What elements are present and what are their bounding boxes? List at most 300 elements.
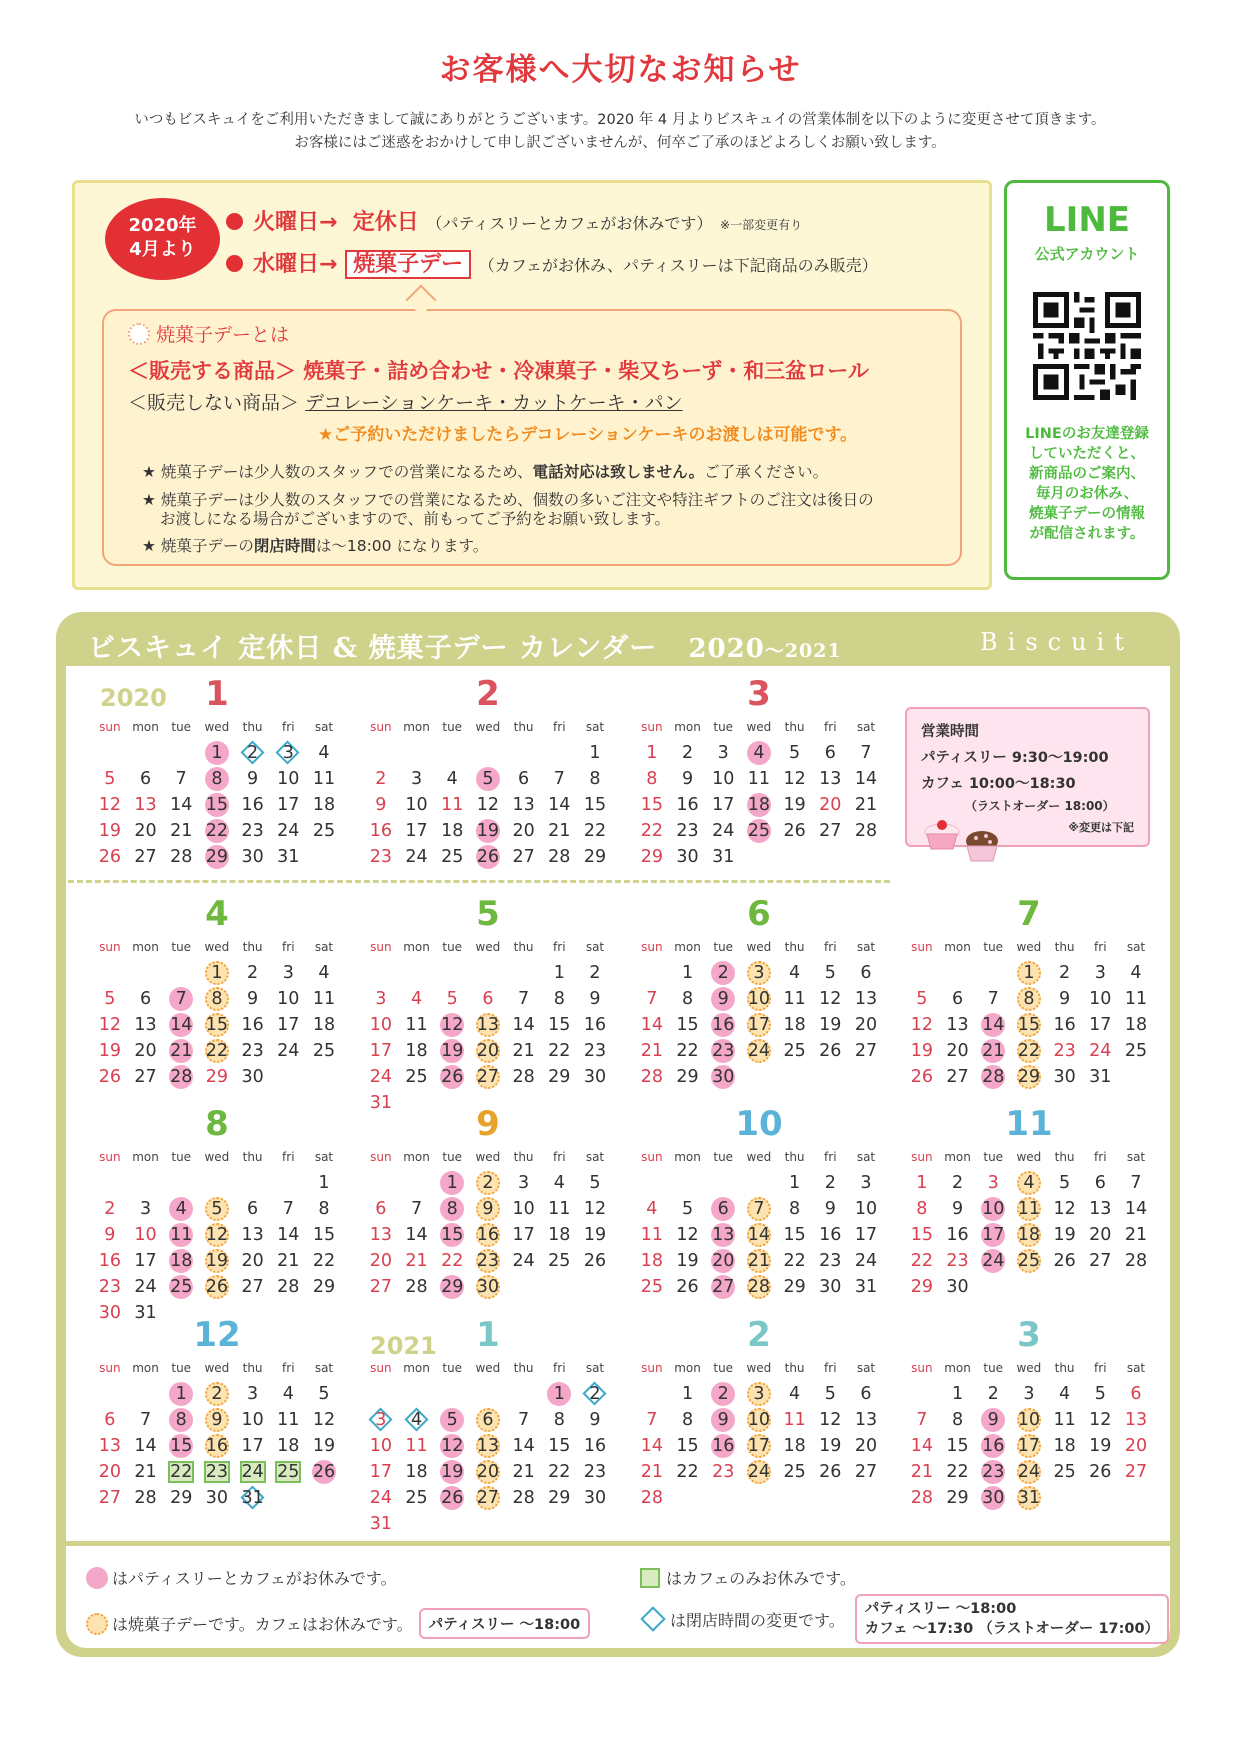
day-cell: 7 — [410, 1199, 423, 1219]
day-cell: 16 — [98, 1251, 121, 1271]
day-cell: 4 — [1059, 1384, 1071, 1404]
weekday-header — [904, 1150, 1154, 1164]
day-cell: 7 — [860, 743, 872, 763]
day-cell: 6 — [139, 989, 152, 1009]
hours-lastorder: （ラストオーダー 18:00） — [965, 799, 1115, 813]
day-cell: 15 — [946, 1436, 969, 1456]
day-cell: 4 — [741, 740, 777, 766]
yellow-circle-icon — [86, 1613, 108, 1635]
day-cell: 29 — [583, 847, 607, 867]
day-cell: 3 — [1023, 1384, 1035, 1404]
empty-cell — [363, 1381, 399, 1407]
day-cell: 9 — [104, 1225, 116, 1245]
line-text-5: 焼菓子デーの情報 — [1029, 506, 1145, 522]
day-cell: 4 — [1011, 1170, 1047, 1196]
day-cell: 31 — [134, 1303, 157, 1323]
day-cell: 17 — [277, 795, 300, 815]
day-cell: 27 — [134, 847, 157, 867]
month-number: 10 — [735, 1104, 783, 1144]
weekday-label: tue — [171, 940, 192, 954]
month-number: 1 — [205, 674, 229, 714]
legend-diamond-pill-2: カフェ 〜17:30 （ラストオーダー 17:00） — [864, 1621, 1160, 1637]
month-number: 12 — [193, 1315, 241, 1355]
cupcake-chocolate-icon — [962, 828, 1002, 862]
day-cell: 8 — [553, 989, 565, 1009]
day-cell: 30 — [819, 1277, 842, 1297]
weekday-label: tue — [442, 1361, 463, 1375]
weekday-label: tue — [713, 1150, 734, 1164]
day-cell: 10 — [369, 1436, 392, 1456]
day-cell: 28 — [170, 847, 193, 867]
day-cell: 27 — [819, 821, 842, 841]
day-cell: 28 — [548, 847, 571, 867]
yaki-title — [128, 320, 289, 347]
day-cell: 24 — [405, 847, 428, 867]
day-cell: 8 — [789, 1199, 801, 1219]
day-cell: 17 — [369, 1041, 392, 1061]
day-cell: 28 — [163, 1064, 199, 1090]
day-cell: 12 — [676, 1225, 699, 1245]
day-cell: 1 — [541, 1381, 577, 1407]
day-cell: 12 — [819, 1410, 842, 1430]
day-cell: 3 — [247, 1384, 259, 1404]
day-cell: 26 — [434, 1064, 470, 1090]
day-cell: 26 — [910, 1067, 933, 1087]
day-cell: 13 — [946, 1015, 969, 1035]
wed-value: 焼菓子デー — [345, 250, 471, 279]
empty-cell — [363, 1170, 399, 1196]
day-cell: 14 — [548, 795, 571, 815]
weekday-label: sun — [641, 1361, 663, 1375]
day-cell: 9 — [199, 1407, 235, 1433]
weekday-label: mon — [944, 1150, 971, 1164]
empty-cell — [470, 1381, 506, 1407]
day-cell: 22 — [676, 1041, 699, 1061]
day-cell: 25 — [783, 1041, 806, 1061]
day-cell: 25 — [741, 818, 777, 844]
empty-cell — [399, 960, 435, 986]
empty-cell — [634, 1170, 670, 1196]
day-cell: 3 — [860, 1173, 872, 1193]
day-cell: 31 — [369, 1514, 392, 1534]
day-cell: 23 — [819, 1251, 842, 1271]
day-cell: 19 — [312, 1436, 336, 1456]
day-cell: 29 — [548, 1488, 571, 1508]
day-cell: 15 — [548, 1015, 571, 1035]
weekday-label: wed — [475, 1150, 501, 1164]
day-cell: 16 — [705, 1012, 741, 1038]
day-cell: 21 — [134, 1462, 157, 1482]
empty-cell — [163, 1170, 199, 1196]
calendar-year-end: 〜2021 — [764, 640, 842, 662]
day-cell: 7 — [518, 1410, 530, 1430]
calendar-divider — [68, 880, 890, 883]
day-cell: 12 — [910, 1015, 933, 1035]
weekday-label: thu — [1054, 1361, 1075, 1375]
weekday-header — [363, 1150, 613, 1164]
day-cell: 21 — [512, 1041, 535, 1061]
day-cell: 1 — [589, 743, 601, 763]
day-cell: 1 — [681, 1384, 694, 1404]
weekday-label: sat — [856, 1361, 876, 1375]
day-cell: 5 — [199, 1196, 235, 1222]
day-cell: 26 — [819, 1041, 842, 1061]
day-cell: 10 — [854, 1199, 878, 1219]
day-cell: 23 — [676, 821, 699, 841]
weekday-label: thu — [242, 1361, 263, 1375]
day-cell: 17 — [741, 1012, 777, 1038]
wed-note: （カフェがお休み、パティスリーは下記商品のみ販売） — [478, 256, 878, 275]
day-cell: 11 — [783, 1410, 806, 1430]
bullet-icon — [226, 255, 243, 272]
day-cell: 1 — [916, 1173, 928, 1193]
weekday-label: wed — [475, 1361, 501, 1375]
day-cell: 30 — [98, 1303, 121, 1323]
weekday-label: sat — [1126, 940, 1146, 954]
day-cell: 2 — [681, 743, 694, 763]
day-cell: 20 — [512, 821, 535, 841]
year-label-2021: 2021 — [370, 1332, 437, 1360]
day-cell: 18 — [783, 1436, 806, 1456]
day-cell: 2 — [589, 963, 601, 983]
day-cell: 25 — [783, 1462, 806, 1482]
day-cell: 24 — [235, 1459, 271, 1485]
day-cell: 7 — [741, 1196, 777, 1222]
empty-cell — [975, 960, 1011, 986]
day-cell: 6 — [375, 1199, 387, 1219]
day-cell: 21 — [854, 795, 878, 815]
day-cell: 14 — [854, 769, 878, 789]
weekday-label: sun — [99, 1150, 121, 1164]
day-cell: 8 — [199, 766, 235, 792]
month-number: 9 — [476, 1104, 500, 1144]
day-cell: 15 — [583, 795, 607, 815]
weekday-label: wed — [204, 1150, 230, 1164]
empty-cell — [541, 740, 577, 766]
day-cell: 2 — [705, 1381, 741, 1407]
sell-items: ＜販売する商品＞ 焼菓子・詰め合わせ・冷凍菓子・柴又ちーず・和三盆ロール — [128, 359, 869, 383]
day-cell: 2 — [375, 769, 387, 789]
day-cell: 17 — [277, 1015, 300, 1035]
day-cell: 1 — [789, 1173, 801, 1193]
day-cell: 29 — [910, 1277, 933, 1297]
day-cell: 26 — [1053, 1251, 1076, 1271]
day-cell: 7 — [139, 1410, 152, 1430]
day-cell: 17 — [975, 1222, 1011, 1248]
day-grid — [634, 740, 884, 870]
day-cell: 27 — [369, 1277, 392, 1297]
day-cell: 9 — [824, 1199, 836, 1219]
day-cell: 7 — [646, 989, 658, 1009]
day-cell: 21 — [277, 1251, 300, 1271]
legend-diamond — [640, 1594, 1169, 1644]
day-cell: 1 — [681, 963, 694, 983]
weekday-label: mon — [674, 940, 701, 954]
weekday-header — [363, 1361, 613, 1375]
day-cell: 20 — [241, 1251, 264, 1271]
day-cell: 8 — [951, 1410, 964, 1430]
weekday-header — [363, 720, 613, 734]
tue-note: （パティスリーとカフェがお休みです） — [426, 214, 713, 233]
weekday-label: wed — [746, 720, 772, 734]
day-cell: 25 — [1011, 1248, 1047, 1274]
empty-cell — [904, 960, 940, 986]
day-cell: 29 — [312, 1277, 336, 1297]
day-cell: 30 — [1053, 1067, 1076, 1087]
day-cell: 15 — [163, 1433, 199, 1459]
day-cell: 9 — [951, 1199, 964, 1219]
day-cell: 13 — [134, 795, 157, 815]
day-cell: 27 — [134, 1067, 157, 1087]
star1-end: ご了承ください。 — [704, 463, 829, 481]
day-cell: 15 — [910, 1225, 933, 1245]
line-description — [1010, 424, 1164, 544]
empty-cell — [399, 1381, 435, 1407]
day-cell: 15 — [676, 1436, 699, 1456]
day-cell: 27 — [1124, 1462, 1148, 1482]
day-cell: 19 — [819, 1436, 842, 1456]
day-cell: 5 — [824, 963, 836, 983]
weekday-header — [363, 940, 613, 954]
day-cell: 14 — [1124, 1199, 1148, 1219]
day-cell: 18 — [312, 1015, 336, 1035]
day-cell: 27 — [512, 847, 535, 867]
day-cell: 17 — [134, 1251, 157, 1271]
day-cell: 23 — [199, 1459, 235, 1485]
line-text-3: 新商品のご案内、 — [1029, 466, 1145, 482]
empty-cell — [92, 1381, 128, 1407]
empty-cell — [399, 1170, 435, 1196]
day-cell: 12 — [1089, 1410, 1112, 1430]
day-cell: 3 — [717, 743, 729, 763]
day-cell: 18 — [163, 1248, 199, 1274]
day-cell: 12 — [819, 989, 842, 1009]
empty-cell — [363, 960, 399, 986]
day-cell: 28 — [640, 1067, 663, 1087]
calendar-title-text: ビスキュイ 定休日 & 焼菓子デー カレンダー — [88, 633, 658, 664]
day-cell: 24 — [712, 821, 735, 841]
day-cell: 17 — [854, 1225, 878, 1245]
day-cell: 8 — [681, 989, 694, 1009]
day-cell: 14 — [170, 795, 193, 815]
empty-cell — [235, 1170, 271, 1196]
day-cell: 25 — [405, 1488, 428, 1508]
day-cell: 19 — [98, 821, 121, 841]
month-number: 11 — [1005, 1104, 1053, 1144]
month-number: 3 — [1017, 1315, 1041, 1355]
day-cell: 27 — [854, 1041, 878, 1061]
day-cell: 6 — [1094, 1173, 1106, 1193]
day-cell: 30 — [205, 1488, 229, 1508]
day-cell: 4 — [399, 1407, 435, 1433]
line-subtitle[interactable]: 公式アカウント — [1034, 245, 1140, 263]
day-cell: 20 — [470, 1038, 506, 1064]
day-cell: 11 — [640, 1225, 663, 1245]
day-cell: 26 — [676, 1277, 699, 1297]
day-cell: 2 — [705, 960, 741, 986]
day-cell: 28 — [640, 1488, 663, 1508]
weekday-label: sun — [370, 1361, 392, 1375]
weekday-label: sat — [1126, 1361, 1146, 1375]
day-cell: 12 — [199, 1222, 235, 1248]
day-cell: 28 — [975, 1064, 1011, 1090]
weekday-label: sat — [585, 720, 605, 734]
empty-cell — [128, 1170, 164, 1196]
day-cell: 24 — [741, 1459, 777, 1485]
day-cell: 3 — [363, 1407, 399, 1433]
day-cell: 1 — [646, 743, 658, 763]
month-number: 2 — [476, 674, 500, 714]
weekday-label: tue — [983, 1361, 1004, 1375]
day-cell: 4 — [410, 989, 423, 1009]
day-cell: 8 — [163, 1407, 199, 1433]
day-cell: 11 — [548, 1199, 571, 1219]
weekday-label: wed — [1016, 1150, 1042, 1164]
day-cell: 8 — [553, 1410, 565, 1430]
day-cell: 29 — [170, 1488, 193, 1508]
hours-title: 営業時間 — [921, 724, 979, 740]
day-cell: 18 — [312, 795, 336, 815]
day-cell: 23 — [1053, 1041, 1076, 1061]
nosell-items — [128, 388, 683, 415]
weekday-label: sat — [585, 940, 605, 954]
star-note-3 — [142, 534, 488, 556]
day-cell: 27 — [98, 1488, 121, 1508]
hours-cafe: カフェ 10:00〜18:30 — [921, 776, 1076, 792]
day-cell: 19 — [910, 1041, 933, 1061]
day-cell: 12 — [98, 795, 121, 815]
day-cell: 5 — [1094, 1384, 1106, 1404]
day-cell: 26 — [434, 1485, 470, 1511]
weekday-label: tue — [442, 720, 463, 734]
day-cell: 17 — [369, 1462, 392, 1482]
badge-year: 2020年 — [128, 215, 197, 236]
empty-cell — [92, 960, 128, 986]
cookie-icon — [128, 323, 150, 345]
day-cell: 23 — [241, 1041, 264, 1061]
day-cell: 20 — [134, 1041, 157, 1061]
day-cell: 5 — [789, 743, 801, 763]
day-cell: 8 — [199, 986, 235, 1012]
day-cell: 1 — [199, 740, 235, 766]
wed-label: 水曜日→ — [253, 252, 338, 277]
weekday-label: fri — [553, 940, 566, 954]
day-cell: 5 — [824, 1384, 836, 1404]
day-cell: 1 — [1011, 960, 1047, 986]
day-cell: 2 — [104, 1199, 116, 1219]
day-cell: 8 — [916, 1199, 928, 1219]
day-cell: 24 — [741, 1038, 777, 1064]
weekday-label: sun — [99, 940, 121, 954]
day-cell: 12 — [1053, 1199, 1076, 1219]
day-cell: 12 — [583, 1199, 607, 1219]
day-cell: 2 — [1059, 963, 1071, 983]
weekday-label: fri — [824, 720, 837, 734]
weekday-label: thu — [784, 940, 805, 954]
day-cell: 27 — [470, 1485, 506, 1511]
weekday-label: thu — [242, 940, 263, 954]
day-cell: 20 — [705, 1248, 741, 1274]
day-cell: 24 — [277, 821, 300, 841]
calendar-year: 2020 — [688, 634, 765, 664]
pink-circle-icon — [86, 1567, 108, 1589]
day-cell: 13 — [854, 989, 878, 1009]
day-cell: 31 — [712, 847, 735, 867]
legend-pink — [86, 1566, 397, 1589]
day-cell: 14 — [134, 1436, 157, 1456]
day-cell: 23 — [583, 1041, 607, 1061]
day-cell: 4 — [318, 743, 330, 763]
day-cell: 3 — [987, 1173, 999, 1193]
day-cell: 5 — [104, 769, 116, 789]
day-cell: 10 — [975, 1196, 1011, 1222]
cupcake-strawberry-icon — [922, 818, 962, 850]
day-grid — [92, 1381, 342, 1511]
day-cell: 5 — [470, 766, 506, 792]
weekday-label: mon — [132, 940, 159, 954]
day-cell: 9 — [375, 795, 387, 815]
day-cell: 1 — [553, 963, 565, 983]
weekday-header — [634, 940, 884, 954]
day-cell: 26 — [783, 821, 806, 841]
legend-pink-text: はパティスリーとカフェがお休みです。 — [112, 1569, 397, 1588]
day-cell: 11 — [405, 1436, 428, 1456]
day-cell: 16 — [676, 795, 699, 815]
weekday-label: thu — [513, 1361, 534, 1375]
start-date-badge — [105, 198, 220, 280]
day-grid — [904, 960, 1154, 1090]
day-cell: 6 — [470, 1407, 506, 1433]
legend-green-text: はカフェのみお休みです。 — [666, 1569, 856, 1588]
day-cell: 3 — [270, 740, 306, 766]
day-cell: 6 — [705, 1196, 741, 1222]
weekday-label: fri — [282, 720, 295, 734]
day-cell: 4 — [789, 963, 801, 983]
day-cell: 7 — [646, 1410, 658, 1430]
day-cell: 28 — [134, 1488, 157, 1508]
day-cell: 23 — [975, 1459, 1011, 1485]
day-cell: 26 — [199, 1274, 235, 1300]
day-cell: 17 — [1089, 1015, 1112, 1035]
day-cell: 9 — [681, 769, 694, 789]
day-cell: 11 — [441, 795, 464, 815]
day-cell: 17 — [741, 1433, 777, 1459]
empty-cell — [506, 960, 542, 986]
day-cell: 11 — [1011, 1196, 1047, 1222]
legend-diamond-text: は閉店時間の変更です。 — [670, 1610, 845, 1630]
weekday-label: fri — [824, 1361, 837, 1375]
day-cell: 22 — [946, 1462, 969, 1482]
day-cell: 22 — [640, 821, 663, 841]
weekday-label: wed — [1016, 1361, 1042, 1375]
day-cell: 19 — [470, 818, 506, 844]
line-text-4: 毎月のお休み、 — [1035, 486, 1139, 502]
day-cell: 28 — [741, 1274, 777, 1300]
day-cell: 2 — [577, 1381, 613, 1407]
day-cell: 13 — [1124, 1410, 1148, 1430]
day-cell: 27 — [705, 1274, 741, 1300]
empty-cell — [128, 740, 164, 766]
day-cell: 20 — [134, 821, 157, 841]
day-cell: 10 — [277, 989, 300, 1009]
weekday-label: sun — [370, 1150, 392, 1164]
qr-code-icon[interactable] — [1033, 292, 1141, 400]
rule-wednesday — [226, 247, 878, 278]
day-cell: 2 — [235, 740, 271, 766]
weekday-label: wed — [746, 1150, 772, 1164]
empty-cell — [128, 1381, 164, 1407]
day-cell: 23 — [369, 847, 392, 867]
